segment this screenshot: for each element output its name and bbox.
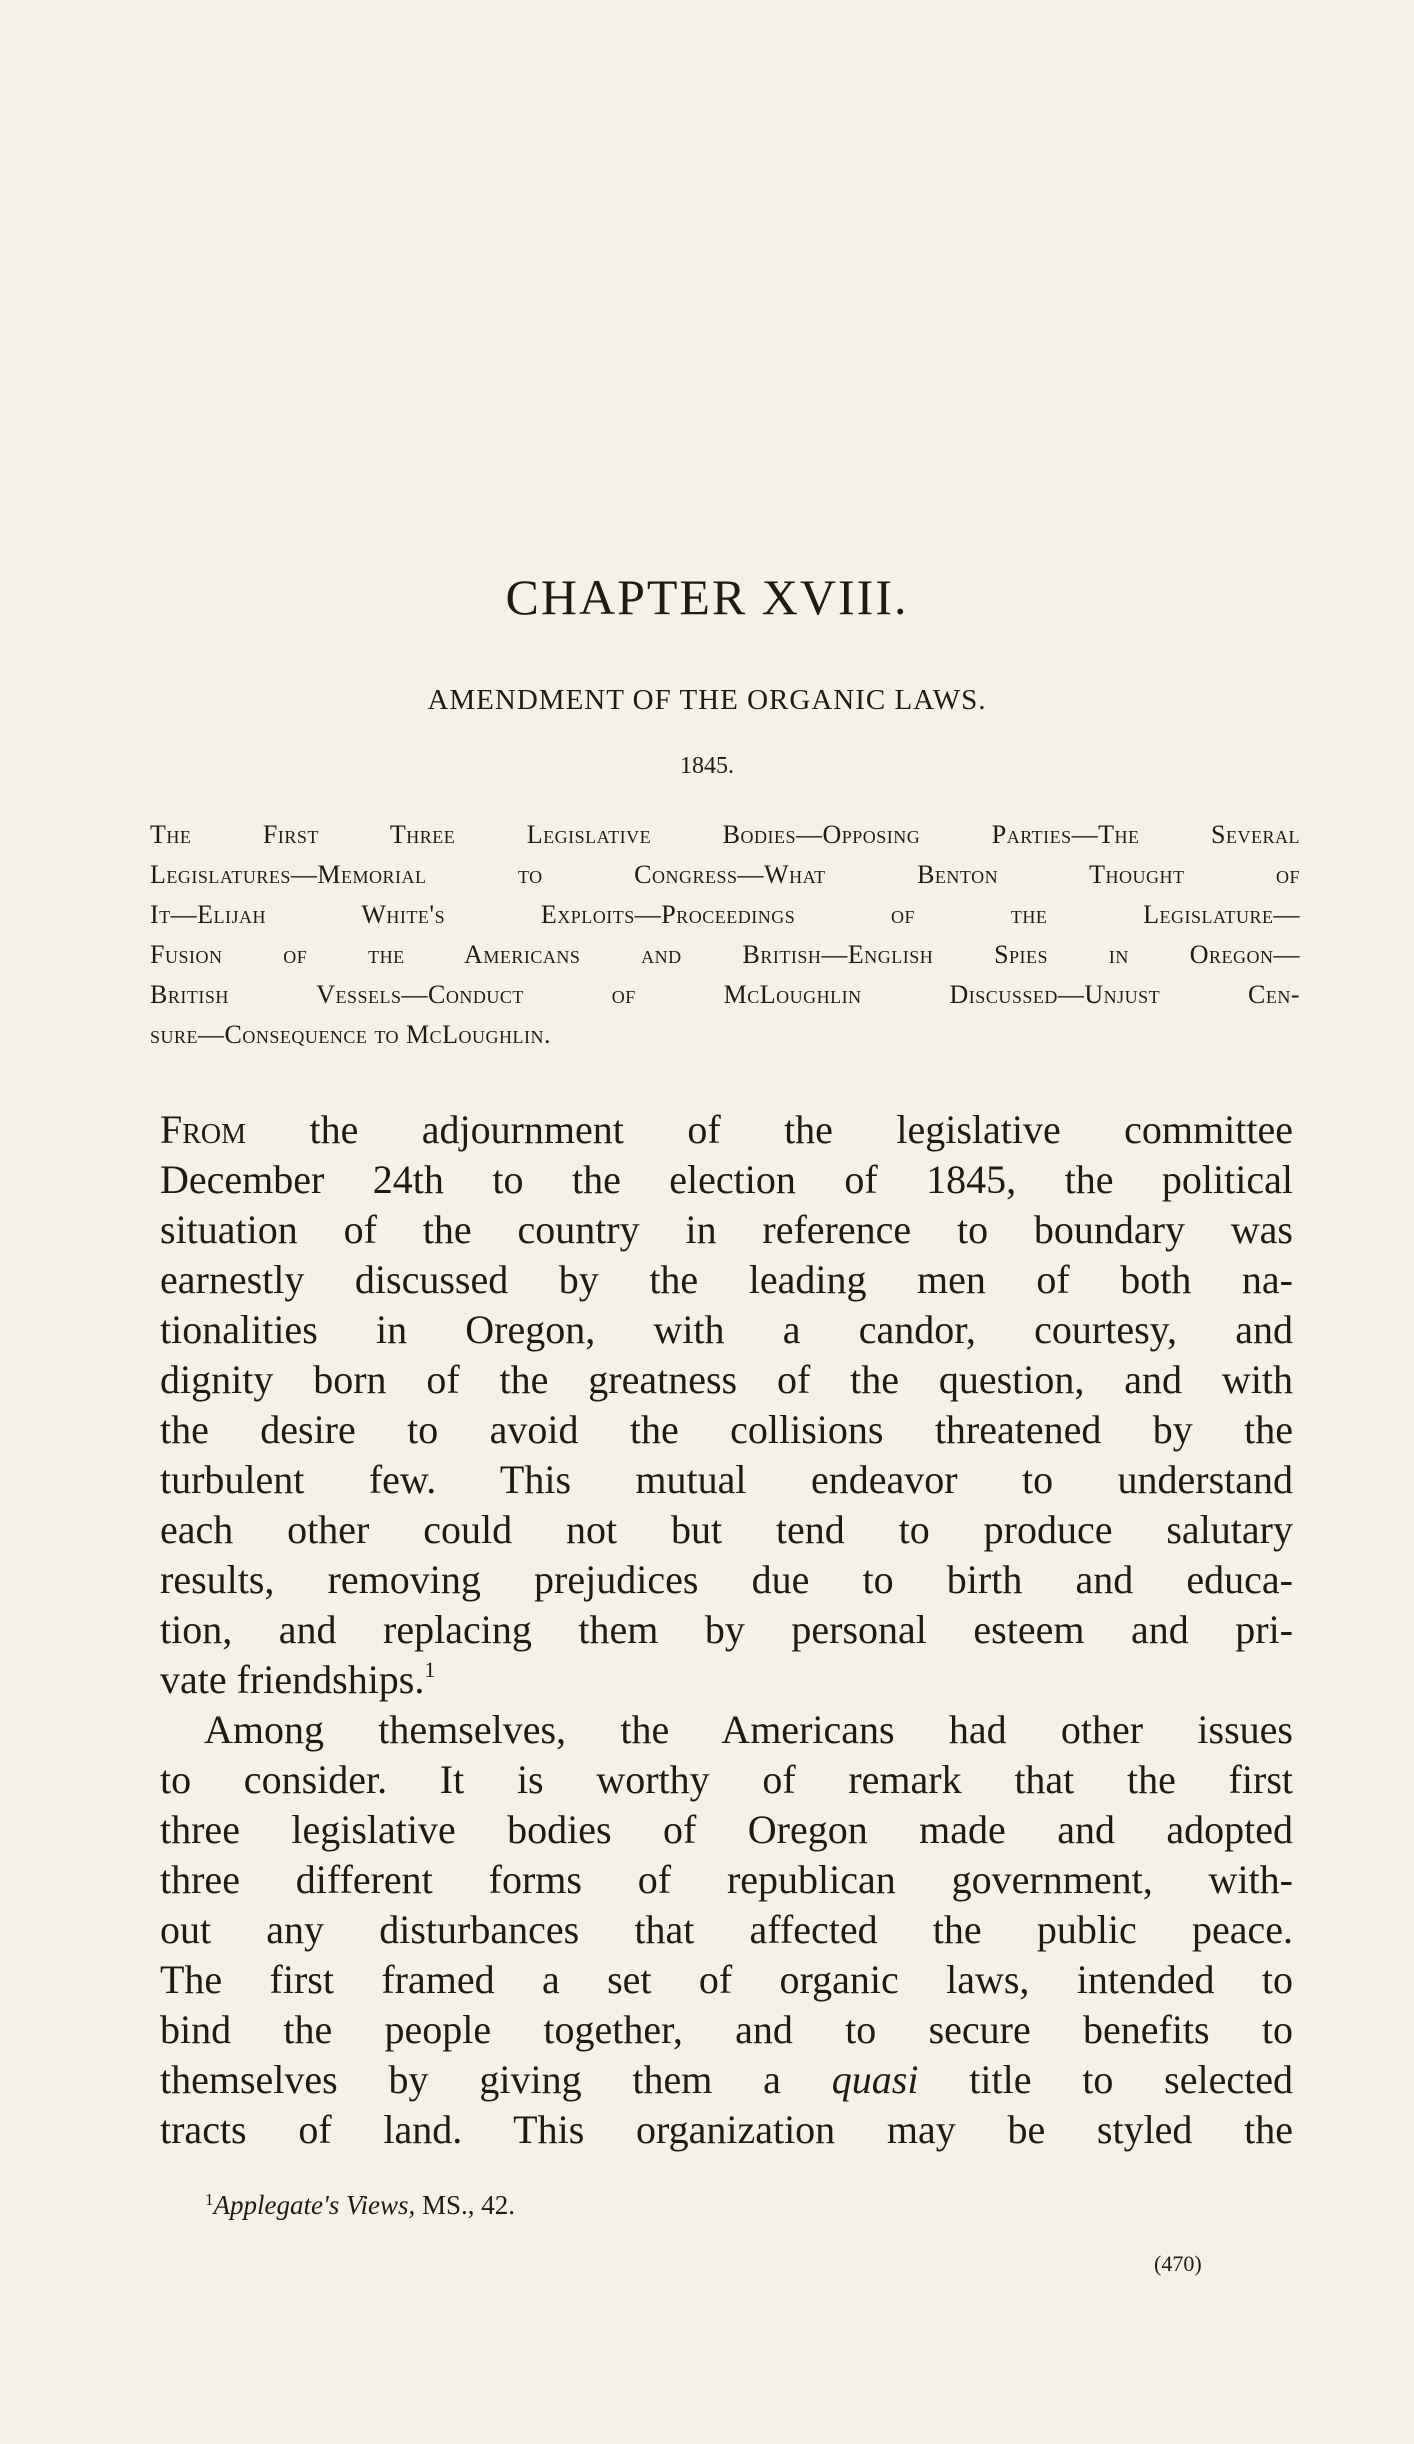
text-line	[160, 1105, 1293, 1155]
text-line: each other could not but tend to produce salutary	[160, 1507, 1293, 1552]
text-fragment: themselves by giving them a	[160, 2057, 832, 2102]
synopsis-line: British Vessels—Conduct of McLoughlin Discussed—Unjust Cen-	[150, 980, 1300, 1009]
text-line: earnestly discussed by the leading men of both na-	[160, 1257, 1293, 1302]
synopsis-line: The First Three Legislative Bodies—Opposing Parties—The Several	[150, 820, 1300, 849]
text-line: three different forms of republican government, with-	[160, 1857, 1293, 1902]
text-line: The first framed a set of organic laws, intended to	[160, 1957, 1293, 2002]
text-line: three legislative bodies of Oregon made and adopted	[160, 1807, 1293, 1852]
footnote-source-detail: MS., 42.	[415, 2190, 516, 2220]
footnote-mark: 1	[205, 2190, 214, 2209]
footnote-reference: 1	[424, 1657, 436, 1682]
chapter-year: 1845.	[680, 753, 734, 779]
text-line	[160, 2055, 1293, 2105]
text-fragment: vate friendships.	[160, 1657, 425, 1702]
text-line: tion, and replacing them by personal esteem and pri-	[160, 1607, 1293, 1652]
text-line: Among themselves, the Americans had other issues	[204, 1707, 1293, 1752]
text-line: to consider. It is worthy of remark that the first	[160, 1757, 1293, 1802]
text-line: turbulent few. This mutual endeavor to understand	[160, 1457, 1293, 1502]
synopsis-line: Fusion of the Americans and British—English Spies in Oregon—	[150, 940, 1300, 969]
text-line: results, removing prejudices due to birth and educa-	[160, 1557, 1293, 1602]
text-line: bind the people together, and to secure benefits to	[160, 2007, 1293, 2052]
footnote	[205, 2190, 515, 2221]
text-line	[160, 1655, 1293, 1705]
italic-word: quasi	[831, 2057, 919, 2102]
chapter-title: CHAPTER XVIII.	[505, 569, 909, 625]
text-line: out any disturbances that affected the public peace.	[160, 1907, 1293, 1952]
opening-word: From	[160, 1107, 247, 1152]
text-line: situation of the country in reference to boundary was	[160, 1207, 1293, 1252]
text-fragment: title to selected	[918, 2057, 1293, 2102]
text-line: dignity born of the greatness of the question, and with	[160, 1357, 1293, 1402]
synopsis-line: It—Elijah White's Exploits—Proceedings of the Legislature—	[150, 900, 1300, 929]
text-line: tionalities in Oregon, with a candor, courtesy, and	[160, 1307, 1293, 1352]
synopsis-line: Legislatures—Memorial to Congress—What Benton Thought of	[150, 860, 1300, 889]
text-line: the desire to avoid the collisions threatened by the	[160, 1407, 1293, 1452]
footnote-source-title: Applegate's Views,	[213, 2190, 416, 2220]
chapter-subtitle: AMENDMENT OF THE ORGANIC LAWS.	[427, 684, 987, 716]
text-line: December 24th to the election of 1845, the political	[160, 1157, 1293, 1202]
text-line: tracts of land. This organization may be styled the	[160, 2107, 1293, 2152]
text-fragment: the adjournment of the legislative committee	[246, 1107, 1293, 1152]
synopsis-line: sure—Consequence to McLoughlin.	[150, 1020, 552, 1049]
page-number: (470)	[1154, 2251, 1202, 2276]
